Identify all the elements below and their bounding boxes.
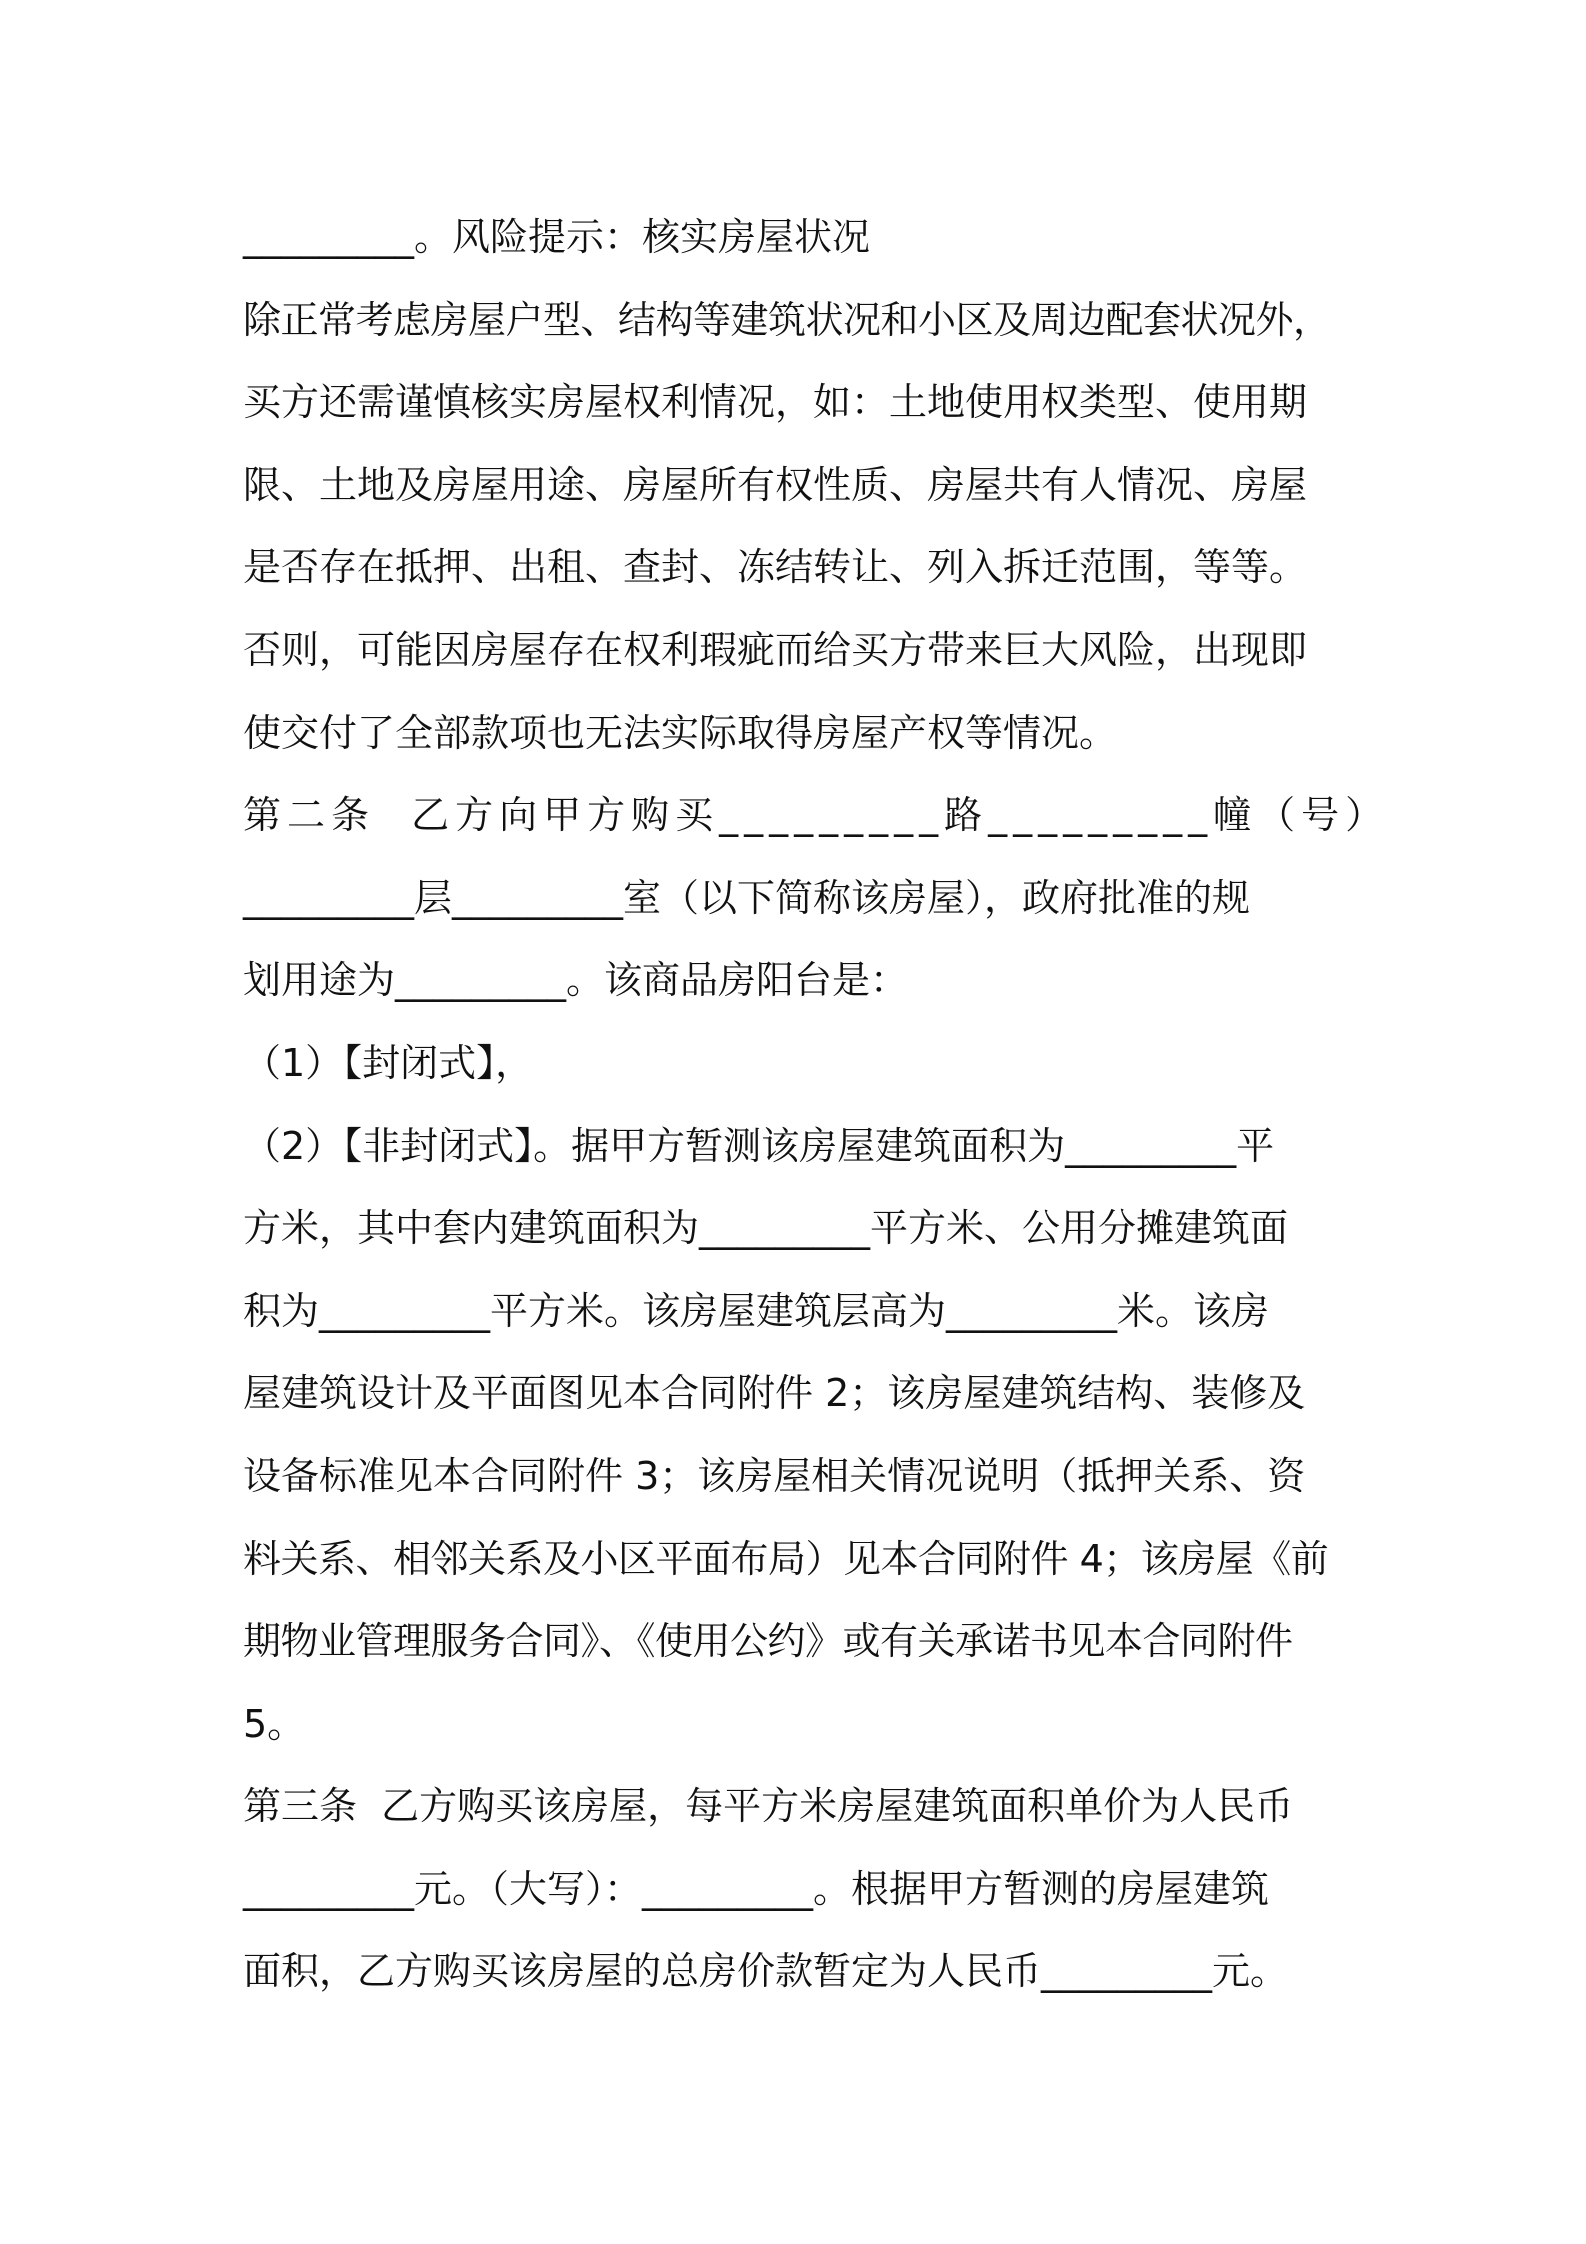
text-line: 使交付了全部款项也无法实际取得房屋产权等情况。 bbox=[243, 710, 1118, 755]
text-line: _________元。（大写）：_________。根据甲方暂测的房屋建筑 bbox=[243, 1866, 1270, 1911]
text-line: （2）【非封闭式】。据甲方暂测该房屋建筑面积为_________平 bbox=[243, 1123, 1275, 1168]
text-line: 除正常考虑房屋户型、结构等建筑状况和小区及周边配套状况外， bbox=[243, 297, 1331, 342]
text-line: 是否存在抵押、出租、查封、冻结转让、列入拆迁范围，等等。 bbox=[243, 545, 1308, 590]
text-line: 积为_________平方米。该房屋建筑层高为_________米。该房 bbox=[243, 1288, 1270, 1333]
text-line: （1）【封闭式】， bbox=[243, 1040, 534, 1085]
text-line: 第三条 乙方购买该房屋，每平方米房屋建筑面积单价为人民币 bbox=[243, 1784, 1294, 1829]
text-line: 否则，可能因房屋存在权利瑕疵而给买方带来巨大风险，出现即 bbox=[243, 627, 1308, 672]
text-line: 设备标准见本合同附件 3；该房屋相关情况说明（抵押关系、资 bbox=[243, 1453, 1306, 1498]
text-line: 期物业管理服务合同》、《使用公约》或有关承诺书见本合同附件 bbox=[243, 1619, 1293, 1664]
text-line: 限、土地及房屋用途、房屋所有权性质、房屋共有人情况、房屋 bbox=[243, 462, 1308, 507]
text-line: 方米，其中套内建筑面积为_________平方米、公用分摊建筑面 bbox=[243, 1206, 1289, 1251]
text-line: 面积，乙方购买该房屋的总房价款暂定为人民币_________元。 bbox=[243, 1949, 1289, 1994]
document-body bbox=[243, 196, 1390, 2013]
text-line: 5。 bbox=[243, 1701, 306, 1746]
text-line: 第二条 乙方向甲方购买_________路_________幢（号） bbox=[243, 793, 1390, 838]
text-line: 屋建筑设计及平面图见本合同附件 2；该房屋建筑结构、装修及 bbox=[243, 1371, 1306, 1416]
text-line: _________层_________室（以下简称该房屋），政府批准的规 bbox=[243, 875, 1251, 920]
text-line: 划用途为_________。该商品房阳台是： bbox=[243, 958, 909, 1003]
text-line: _________。风险提示：核实房屋状况 bbox=[243, 215, 871, 259]
text-line: 料关系、相邻关系及小区平面布局）见本合同附件 4；该房屋《前 bbox=[243, 1536, 1329, 1581]
text-line: 买方还需谨慎核实房屋权利情况，如：土地使用权类型、使用期 bbox=[243, 380, 1308, 425]
